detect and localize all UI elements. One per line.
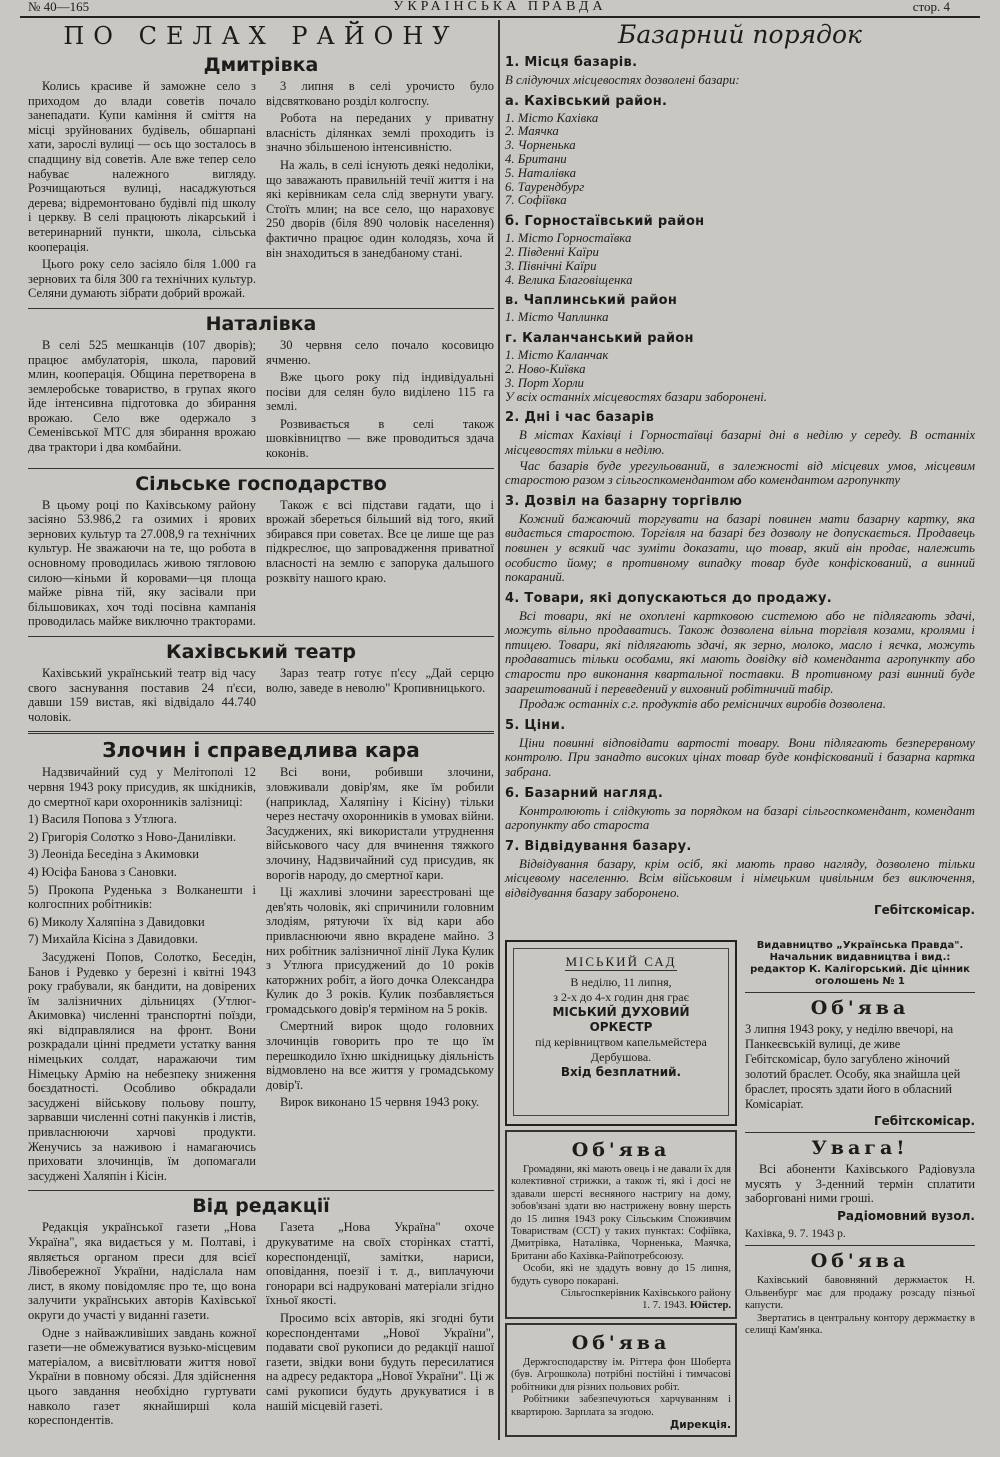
paragraph: 3 липня в селі урочисто було відсвятковано розділ колгоспу. bbox=[266, 79, 494, 108]
article-natalivka bbox=[28, 338, 494, 464]
list-item: 6) Миколу Халяпіна з Давидовки bbox=[28, 914, 205, 929]
bazaar-section-heading: 1. Місця базарів. bbox=[505, 55, 638, 70]
bazaar-regulations bbox=[505, 20, 975, 921]
notice-title: Об'ява bbox=[571, 1331, 671, 1354]
list-item: 7) Михайла Кісіна з Давидовки. bbox=[28, 932, 198, 947]
garden-line: з 2-х до 4-х годин дня грає bbox=[553, 990, 689, 1004]
district-heading: в. Чаплинський район bbox=[505, 293, 678, 309]
list-item: 2) Григорія Солотко з Ново-Данилівки. bbox=[28, 829, 237, 844]
district-heading: г. Каланчанський район bbox=[505, 331, 694, 347]
bazaar-section-heading: 5. Ціни. bbox=[505, 717, 566, 733]
divider bbox=[28, 1190, 494, 1191]
bazaar-text: В слідуючих місцевостях дозволені базари: bbox=[505, 73, 740, 87]
bazaar-place: 6. Таурендбург bbox=[505, 179, 585, 194]
divider bbox=[745, 992, 975, 993]
garden-line: МІСЬКИЙ ДУХОВИЙ bbox=[552, 1005, 690, 1019]
masthead bbox=[20, 0, 980, 18]
paragraph: На жаль, в селі існують деякі недоліки, що заважають правильній течії життя і на які керівникам села слід звернути увагу. Стоїть млин; на все село, що нараховує 250 дворів (біля 890 чоловік населення) фактично працює один колодязь, хоча й він знаходиться в занедбаному стані. bbox=[266, 157, 494, 260]
notice-text: Громадяни, які мають овець і не давали їх для колективної стрижки, а також ті, які і досі не здавали шерсті весняного настригу на дому, зобов'язані здати вю настрижену вовну шерсть до 15 липня 1943 року Сільським Споживчим Товариствам (ССТ) у таких пунктах: Софіївка, Дмитрівка, Наталівка, Чорненька, Маячка, Британи або Кахівка-Райпотребсоюзу. bbox=[511, 1164, 731, 1262]
paragraph: Всі вони, робивши злочини, зловживали довір'ям, яке їм робили (наприклад, Халяпіну і Кісіну) тільки через нестачу охоронників в умовах війни. Засуджених, які використали утруднення військового часу для вчинення тяжкого злочину, Надзвичайний суд присудив, як ворогів народу, до смертної кари. bbox=[266, 765, 494, 882]
article-crime bbox=[28, 765, 494, 1186]
bazaar-text: У всіх останніх місцевостях базари заборонені. bbox=[505, 389, 768, 404]
notice-text: Звертатись в центральну контору держмаєтку в селищі Кам'янка. bbox=[745, 1312, 975, 1336]
bazaar-place: 1. Місто Каланчак bbox=[505, 348, 609, 363]
paragraph: Надзвичайний суд у Мелітополі 12 червня 1943 року присудив, як шкідників, до смертної кари охоронників залізниці: bbox=[28, 765, 256, 809]
district-heading: б. Горностаївський район bbox=[505, 214, 705, 230]
notice-title: Об'ява bbox=[571, 1139, 671, 1161]
bazaar-text: Кожний бажаючий торгувати на базарі повинен мати базарну картку, яка видається старостою. Торгівля на базарі без дозволу не допускається. Продавець повинен у всякий час зуміти доказати, що товар, який він продає, належить особисто йому; в противному випадку товар буде конфіскований, а винний покараний. bbox=[505, 511, 975, 585]
notice-title: Об'ява bbox=[810, 997, 910, 1019]
signature: Гебітскомісар. bbox=[873, 1114, 975, 1128]
ads-left-column bbox=[505, 940, 737, 1441]
article-title-theatre: Кахівський театр bbox=[166, 641, 356, 663]
bazaar-place: 2. Південні Каїри bbox=[505, 244, 599, 259]
garden-line: під керівництвом капельмейстера Дербушова. bbox=[535, 1035, 707, 1064]
divider bbox=[28, 468, 494, 469]
district-heading: а. Кахівський район. bbox=[505, 93, 668, 109]
article-title-editorial: Від редакції bbox=[192, 1195, 330, 1218]
bazaar-place: 1. Місто Чаплинка bbox=[505, 310, 609, 325]
notice-title: Об'ява bbox=[810, 1250, 910, 1273]
paragraph: Газета „Нова Україна" охоче друкуватиме на своїх сторінках статті, кореспонденції, замітки, нариси, оповідання, поезії і т. д., виплачуючи гонорари всі надруковані матеріали згідно їхньої якості. bbox=[266, 1220, 494, 1308]
paragraph: Розвивається в селі також шовківництво — вже проводиться здача коконів. bbox=[266, 416, 494, 461]
paragraph: В цьому році по Кахівському району засіяно 53.986,2 га озимих і ярових зернових культур та 27.008,9 га технічних культур. Не зважаючи на те, що робота в основному проводилась живою тягловою силою—кіньми й коровами—ця площа майже рівна тій, яку засівали при більшовиках, хоч тоді посівна кампанія проводилась майже виключно тракторами. bbox=[28, 497, 256, 629]
article-agriculture bbox=[28, 498, 494, 632]
section-title: ПО СЕЛАХ РАЙОНУ bbox=[63, 22, 459, 50]
publisher-info: Видавництво „Українська Правда". Начальник видавництва і вид.: редактор К. Калігорський. Діє цінник оголошень № 1 bbox=[750, 940, 970, 987]
paragraph: Смертний вирок щодо головних злочинців говорить про те що їм перешкодило їхню шкідницьку діяльність відмовлено на все життя у громадському довір'ї. bbox=[266, 1019, 494, 1092]
garden-line: В неділю, 11 липня, bbox=[570, 975, 672, 989]
bazaar-place: 1. Місто Кахівка bbox=[505, 110, 599, 125]
warning-title: Увага! bbox=[811, 1137, 909, 1159]
bazaar-place: 3. Північні Каїри bbox=[505, 258, 597, 273]
divider bbox=[28, 636, 494, 637]
bazaar-text: Продаж останніх с.г. продуктів або ремісничих виробів дозволена. bbox=[519, 697, 886, 712]
notice-text: Кахівський бавовняний держмаєток Н. Ольвенбург має для продажу розсаду пізньої капусти. bbox=[745, 1275, 975, 1312]
notice-text: Держгосподарству ім. Ріттера фон Шоберта (був. Агрошкола) потрібні постійні і тимчасові робітники для різних польових робіт. bbox=[511, 1356, 731, 1393]
notice-text: Робітники забезпечуються харчуванням і квартирою. Зарплата за згодою. bbox=[511, 1394, 731, 1418]
divider bbox=[28, 308, 494, 309]
article-dmytrivka bbox=[28, 79, 494, 304]
notice-text: 3 липня 1943 року, у неділю ввечорі, на Панкеєвській вулиці, де живе Гебітскомісар, було загублено жіночий золотий браслет. Особу, яка знайшла цей браслет, просять здати його в обласний Комісаріат. bbox=[745, 1022, 961, 1111]
article-title-agriculture: Сільське господарство bbox=[135, 472, 387, 495]
list-item: 5) Прокопа Руденька з Волканешти і колгоспних робітників: bbox=[28, 882, 256, 912]
bazaar-place: 4. Британи bbox=[505, 151, 567, 166]
bazaar-place: 7. Софіївка bbox=[505, 193, 567, 208]
paragraph: В селі 525 мешканців (107 дворів); працює амбулаторія, школа, паровий млин, кооперація. Община перетворена в землеробське товариство, в групах якого йде інтенсивна підготовка до збирання врожаю. Село вже одержало з Семенівської МТС для збирання врожаю два трактори і два комбайни. bbox=[28, 337, 256, 455]
bazaar-text: Ціни повинні відповідати вартості товару. Вони підлягають безперервному контролю. При занадто високих цінах товар буде конфіскований і базарна картка забрана. bbox=[505, 735, 975, 780]
issue-number: № 40—165 bbox=[28, 0, 90, 14]
paragraph: Цього року село засіяло біля 1.000 га зернових та біля 300 га технічних культур. Селяни думають зібрати добрий врожай. bbox=[28, 257, 256, 301]
paragraph: Зараз театр готує п'єсу „Дай серцю волю, заведе в неволю" Кропивницького. bbox=[266, 666, 494, 695]
paragraph: Робота на переданих у приватну власність ділянках землі проходить із значно збільшеною інтенсивністю. bbox=[266, 111, 494, 155]
notice-signer: Дирекція. bbox=[669, 1418, 731, 1431]
paragraph: 30 червня село почало косовицю ячменю. bbox=[266, 337, 494, 367]
bazaar-text: Всі товари, які не охоплені картковою системою або не підлягають здачі, можуть вільно продаватись. Також дозволена вільна торгівля козами, кролями і птицею. Товари, які підлягають здачі, як зерно, молоко, масло і яєчка, можуть продаватись тільки особами, які мають довідку від коменданта агропункту або старости про виконання квартальної поставки. В противному разі винний буде заарештований і переведений у виховний робітничий табір. bbox=[505, 608, 975, 696]
notice-date: 1. 7. 1943. Юйстер. bbox=[642, 1300, 731, 1312]
list-item: 1) Василя Попова з Утлюга. bbox=[28, 812, 177, 827]
divider bbox=[745, 1132, 975, 1133]
signature: Гебітскомісар. bbox=[873, 902, 975, 917]
notice-state-farm bbox=[505, 1323, 737, 1437]
bazaar-place: 1. Місто Горностаївка bbox=[505, 231, 632, 246]
bazaar-title: Базарний порядок bbox=[618, 20, 862, 49]
garden-line: ОРКЕСТР bbox=[589, 1020, 653, 1034]
article-editorial bbox=[28, 1220, 494, 1430]
paragraph: Засуджені Попов, Солотко, Беседін, Банов і Рудевко у березні і квітні 1943 року грабували, як бандити, на довірених їм залізничних дільницях (Утлюг-Акимовка) численні транспортні поїзди, які відправлялися на фронт. Вони розкрадали цінні предмети устатку вання німецьких солдат, наражаючи тим Німецьку Армію на небезпеку зниження боєздатності. Особливо обкрадали засуджені військову польову пошту, зарвавши численні сотні пакунків і листів, привласнюючи харчові продукти. Женучись за наживою і намагаючись приховати злочинців, їм допомагали засуджені Халяпін і Кісін. bbox=[28, 949, 256, 1183]
paragraph: Кахівський український театр від часу свого заснування поставив 24 п'єси, давши 159 вистав, які відвідало 44.740 чоловік. bbox=[28, 666, 256, 724]
paragraph: Просимо всіх авторів, які згодні бути кореспондентами „Нової України", подавати свої рукописи до редакції нашої газети, звідки вони будуть пересилатися на адресу редактора „Нової України". Ці ж самі рукописи будуть друкуватися і в нашій місцевій газеті. bbox=[266, 1310, 494, 1413]
bazaar-place: 2. Ново-Київка bbox=[505, 361, 586, 376]
paragraph: Вже цього року під індивідуальні посіви для селян було виділено 115 га землі. bbox=[266, 370, 494, 414]
bazaar-section-heading: 4. Товари, які допускаються до продажу. bbox=[505, 590, 832, 606]
bazaar-section-heading: 7. Відвідування базару. bbox=[505, 838, 692, 854]
advertisements bbox=[505, 940, 975, 1440]
bazaar-text: Час базарів буде урегульований, в залежності від місцевих умов, місцевим старостою разом з сільгоспкомендантом або комендантом агропункту bbox=[505, 458, 975, 488]
left-half bbox=[28, 20, 494, 1431]
article-title-dmytrivka: Дмитрівка bbox=[203, 54, 319, 76]
paragraph: Також є всі підстави гадати, що і врожай збереться більший від того, який збирався при советах. Все це лише ще раз підкреслює, що запровадження приватної власності на землю є запорука дальшого розквіту нашого краю. bbox=[266, 497, 494, 585]
page-number: стор. 4 bbox=[912, 0, 950, 14]
bazaar-section-heading: 3. Дозвіл на базарну торгівлю bbox=[505, 493, 743, 509]
bazaar-place: 4. Велика Благовіщенка bbox=[505, 272, 633, 287]
bazaar-section-heading: 2. Дні і час базарів bbox=[505, 410, 655, 426]
paragraph: Редакція української газети „Нова Україна", яка видається у м. Полтаві, і являється органом преси для всієї Лівобережної України, надіслала нам лист, в якому повідомляє про те, що вона залучити українських авторів Кахівської округи до участі у виданні газети. bbox=[28, 1220, 256, 1322]
column-divider bbox=[498, 20, 500, 1440]
notice-signer: Сільгоспкерівник Кахівського району bbox=[560, 1288, 731, 1300]
paragraph: Одне з найважливіших завдань кожної газети—не обмежуватися вузько-місцевим матеріалом, а висвітлювати життя нової України в повному обсязі. Для здійснення цього завдання необхідно гуртувати навколо газет якнайширші кола кореспондентів. bbox=[28, 1325, 256, 1428]
paragraph: Ці жахливі злочини зареєстровані ще дев'ять чоловік, які спричинили головним злодіям, рятуючи їх від кари або привласнюючи явно вкрадене майно. З них робітник залізничної лінії Лука Кулик з Утлюга присуджений до 10 років каторжних робіт, а його дочка Олександра Кулик до 3 років. Кулик позбавляється громадського довір'я терміном на 5 років. bbox=[266, 885, 494, 1016]
paragraph: Вирок виконано 15 червня 1943 року. bbox=[280, 1095, 480, 1110]
article-theatre bbox=[28, 666, 494, 727]
bazaar-place: 5. Наталівка bbox=[505, 165, 576, 180]
bazaar-place: 3. Порт Хорли bbox=[505, 375, 584, 390]
list-item: 4) Юсіфа Банова з Сановки. bbox=[28, 864, 177, 879]
notice-text: Особи, які не здадуть вовну до 15 липня, будуть суворо покарані. bbox=[511, 1263, 731, 1287]
city-garden-ad bbox=[505, 940, 737, 1126]
bazaar-text: В містах Кахівці і Горностаївці базарні дні в неділю у середу. В останніх місцевостях тільки в неділю. bbox=[505, 428, 975, 457]
signature: Радіомовний вузол. bbox=[837, 1208, 975, 1223]
article-title-crime: Злочин і справедлива кара bbox=[102, 738, 420, 763]
warning-date: Кахівка, 9. 7. 1943 р. bbox=[745, 1227, 846, 1240]
bazaar-text: Відвідування базару, крім осіб, які мають право нагляду, дозволено тільки місцевому населенню. Всім військовим і німецьким цивільним без виключення, відвідування базару заборонено. bbox=[505, 856, 975, 900]
bazaar-text: Контролюють і слідкують за порядком на базарі сільгоспкомендант, комендант агропункту або староста bbox=[505, 803, 975, 833]
divider bbox=[745, 1245, 975, 1246]
ads-right-column bbox=[745, 940, 975, 1337]
paper-name: УКРАЇНСЬКА ПРАВДА bbox=[393, 0, 607, 14]
garden-label: МІСЬКИЙ САД bbox=[565, 954, 677, 969]
article-title-natalivka: Наталівка bbox=[205, 312, 317, 335]
list-item: 3) Леоніда Беседіна з Акимовки bbox=[28, 847, 199, 862]
divider bbox=[28, 731, 494, 734]
paragraph: Колись красиве й заможне село з приходом до влади советів почало занепадати. Купи каміння й сміття на місці зруйнованих будівель, обшарпані хати, зарослі вулиці — ось що зосталось в спадщину від советів. Але вже тепер село набуває належного вигляду. Розчищаються вулиці, насаджуються дерева; відремонтовано будівлі під школу і церкву. В селі працюють лікарський і ветеринарний пункти, школа, сільська кооперація. bbox=[28, 79, 256, 254]
notice-sheep bbox=[505, 1130, 737, 1319]
bazaar-place: 2. Маячка bbox=[505, 124, 559, 139]
warning-text: Всі абоненти Кахівського Радіовузла мусять у 3-денний термін сплатити заборговані ними гроші. bbox=[745, 1162, 975, 1206]
bazaar-section-heading: 6. Базарний нагляд. bbox=[505, 785, 664, 801]
bazaar-place: 3. Чорненька bbox=[505, 138, 576, 153]
garden-line: Вхід безплатний. bbox=[560, 1065, 682, 1079]
